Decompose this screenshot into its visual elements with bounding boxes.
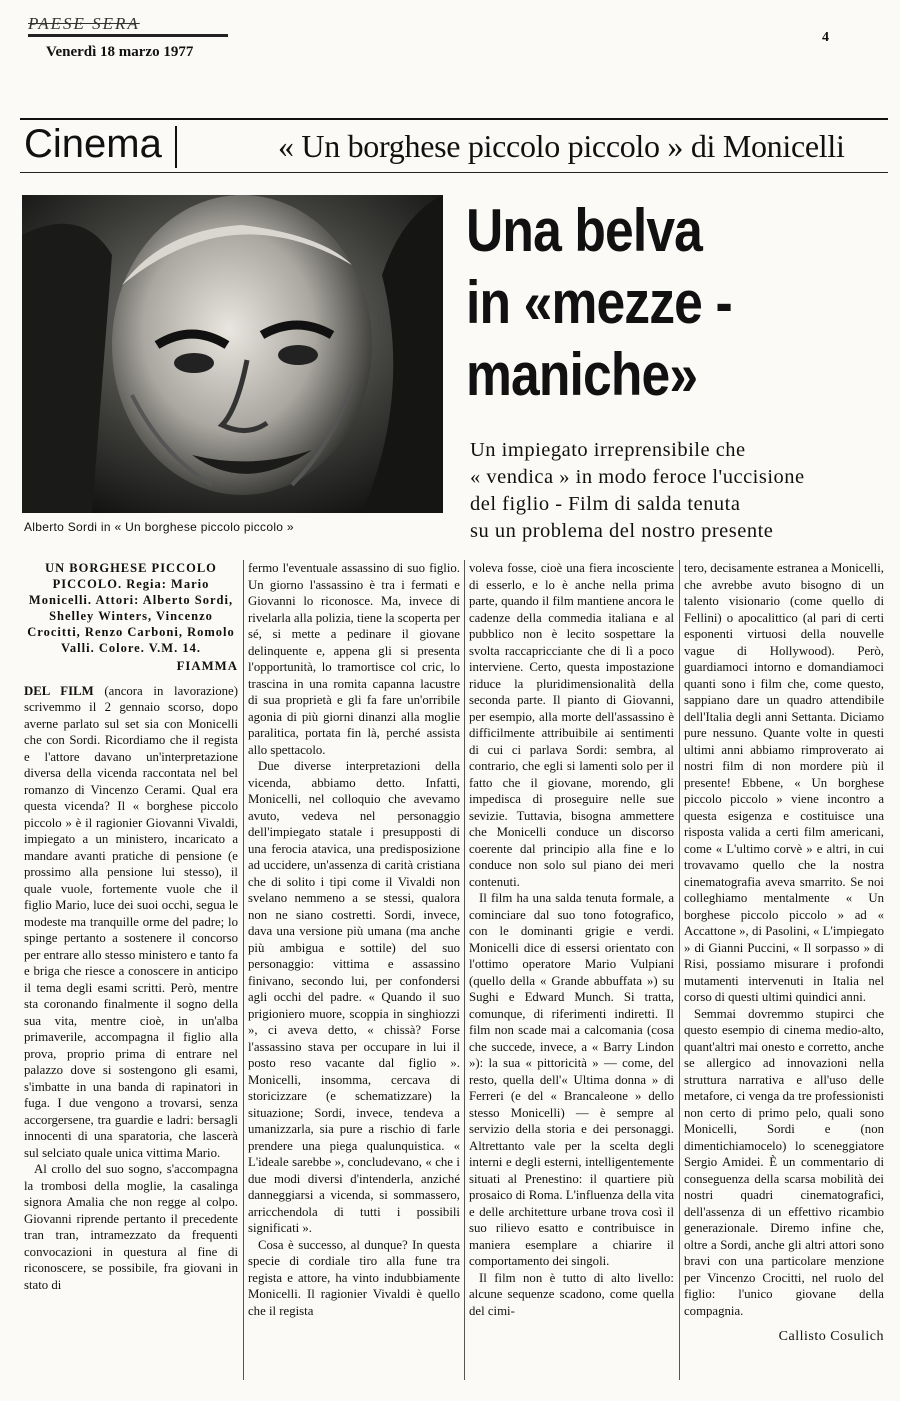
article-paragraph: fermo l'eventuale assassino di suo figlio. Un giorno l'assassino è tra i fermati e Giovanni lo riconosce. Ma, invece di rivelarla alla polizia, tiene la scoperta per sé, si mette a pedinare il giovane delinquente e, appena gli si presenta l'opportunità, lo tramortisce col cric, lo trascina in una romita capanna lacustre di sua proprietà e gli fa fare un'orribile agonia di più giorni dinanzi alla moglie paralitica, portata fin là, perché assista allo spettacolo. xyxy=(248,561,460,757)
photo-caption: Alberto Sordi in « Un borghese piccolo piccolo » xyxy=(24,520,294,534)
article-column-2 xyxy=(248,560,460,1319)
portrait-photo xyxy=(22,195,443,513)
subheadline-line-3: del figlio - Film di salda tenuta xyxy=(470,493,741,515)
reviewer-name: FIAMMA xyxy=(176,659,238,673)
newspaper-masthead: PAESE SERA xyxy=(28,14,140,33)
portrait-illustration xyxy=(22,195,443,513)
headline-line-2: in «mezze - xyxy=(466,269,732,336)
article-paragraph: Semmai dovremmo stupirci che questo esempio di cinema medio-alto, quant'altri mai onesto e corretto, anche se allergico ad innovazioni nella struttura narrativa e all'uso delle metafore, ci venga da tre professionisti non certo di primo pelo, quali sono Monicelli, Sordi e (non dimentichiamocelo) lo sceneggiatore Sergio Amidei. È un commentario di conseguenza della scarsa mobilità dei nostri quadri cinematografici, dell'assenza di un effettivo ricambio generazionale. Diremo infine che, oltre a Sordi, anche gli altri attori sono bravi con una particolare menzione per Vincenzo Crocitti, nel ruolo del figlio: l'unico giovane della compagnia. xyxy=(684,1006,884,1318)
film-credits: UN BORGHESE PICCOLO PICCOLO. Regia: Mario Monicelli. Attori: Alberto Sordi, Shelley Winters, Vincenzo Crocitti, Renzo Carboni, Romolo Valli. Colore. V.M. 14. xyxy=(27,561,235,655)
lead-word: DEL FILM xyxy=(24,683,94,698)
subheadline-line-2: « vendica » in modo feroce l'uccisione xyxy=(470,466,805,488)
subheadline xyxy=(470,437,885,545)
article-column-3 xyxy=(469,560,674,1319)
author-signature: Callisto Cosulich xyxy=(778,1329,884,1344)
column-rule xyxy=(464,560,465,1380)
article-paragraph: Cosa è successo, al dunque? In questa specie di cordiale tiro alla fune tra regista e attore, ha vinto indubbiamente Monicelli. Il ragionier Vivaldi è quello che il regista xyxy=(248,1237,460,1318)
article-paragraph: Il film non è tutto di alto livello: alcune sequenze scadono, come quella del cimi- xyxy=(469,1270,674,1318)
page-mark: 4 xyxy=(822,30,829,45)
headline xyxy=(466,195,827,411)
publication-date: Venerdì 18 marzo 1977 xyxy=(46,44,194,60)
section-top-rule xyxy=(20,118,888,120)
section-title: Cinema xyxy=(24,122,162,166)
article-paragraph: Al crollo del suo sogno, s'accompagna la trombosi della moglie, la casalinga signora Amalia che non regge al colpo. Giovanni riprende pertanto il precedente tran tran, intramezzato da frequenti convocazioni in questura al fine di riconoscere, se possibile, fra giovani in stato di xyxy=(24,1162,238,1292)
article-column-1 xyxy=(24,560,238,1293)
section-bottom-rule xyxy=(20,172,888,173)
article-paragraph xyxy=(24,683,238,1162)
article-paragraph: tero, decisamente estranea a Monicelli, che avrebbe avuto bisogno di un talento visionario (come quello di Fellini) o apocalittico (al pari di certi esponenti virtuosi della nouvelle vague di Hollywood). Però, guardiamoci intorno e domandiamoci quanti sono i film che, come questo, sappiano dare un quadro attendibile dell'Italia degli anni Settanta. Diciamo pure nessuno. Quante volte in questi ultimi anni abbiamo rimproverato ai nostri film di non mordere più il presente! Ebbene, « Un borghese piccolo piccolo » viene incontro a questa esigenza e costituisce una risposta valida a certi film americani, come « L'ultimo corvè » e altri, in cui trovavamo quello che la nostra cinematografia aveva smarrito. Se noi colleghiamo mentalmente « Un borghese piccolo piccolo » ad « Accattone », di Pasolini, « L'impiegato » di Gianni Puccini, « Il sorpasso » di Risi, possiamo misurare i profondi mutamenti intervenuti in Italia nel corso di questi ultimi quindici anni. xyxy=(684,561,884,1004)
headline-line-1: Una belva xyxy=(466,197,703,264)
headline-line-3: maniche» xyxy=(466,341,698,408)
article-paragraph: Il film ha una salda tenuta formale, a cominciare dal suo tono fotografico, con le dominanti grigie e verdi. Monicelli dice di essersi orientato con l'ottimo operatore Mario Vulpiani (quello della « Grande abbuffata ») su Sughi e Edward Munch. Si tratta, comunque, di riferimenti indiretti. Il film non scade mai a calcomania (cosa che succede, invece, a « Barry Lindon »): la sua « pittoricità » — come, del resto, quella dell'« Ultima donna » di Ferreri (e del « Brancaleone » dello stesso Monicelli) — è sempre al servizio della storia e dei personaggi. Altrettanto vale per la scelta degli interni e degli esterni, intelligentemente situati al Prenestino: il quartiere più prosaico di Roma. L'influenza della vita e delle architetture urbane trova così il suo rilievo esatto e contribuisce in maniera esemplare a chiarire il comportamento dei singoli. xyxy=(469,891,674,1268)
article-column-4 xyxy=(684,560,884,1346)
article-paragraph: Due diverse interpretazioni della vicenda, abbiamo detto. Infatti, Monicelli, nel colloquio che avevamo avuto, vedeva nel personaggio dell'impiegato statale i presupposti di una ferocia atavica, una predisposizione ad uccidere, un'assenza di carità cristiana che di solito i tipi come il Vivaldi non svelano nemmeno a se stessi, qualora non ne siano costretti. Sordi, invece, dava una versione più umana (ma anche più ambigua e sottile) del suo personaggio: vittima e assassino finivano, secondo lui, per confondersi agli occhi del padre. « Quando il suo prigioniero muore, scoppia in singhiozzi », ci aveva detto, « chissà? Forse l'assassino stava per occupare in lui il posto reso vacante dal figlio ». Monicelli, insomma, cercava di storicizzare (e schematizzare) la situazione; Sordi, invece, tendeva a umanizzarla, sia pure a rischio di farle prendere una piega qualunquistica. « L'ideale sarebbe », concludevano, « che i due modi diversi d'intenderla, anziché danneggiarsi a vicenda, si sommassero, arricchendola di tutti i possibili significati ». xyxy=(248,759,460,1235)
subheadline-line-1: Un impiegato irreprensibile che xyxy=(470,439,746,461)
column-rule xyxy=(679,560,680,1380)
subheadline-line-4: su un problema del nostro presente xyxy=(470,520,774,542)
section-separator xyxy=(175,126,177,168)
article-paragraph: voleva fosse, cioè una fiera incosciente di esserlo, e lo è anche nella prima parte, quando il film mantiene ancora le cadenze della commedia italiana e al pubblico non è lecito sospettare la svolta raccapricciante che di lì a poco interviene. Certo, questa impostazione riduce la pluridimensionalità della seconda parte. Il pianto di Giovanni, per esempio, alla morte dell'assassino è difficilmente attribuibile ai sentimenti di cui ci parlava Sordi: sembra, al contrario, che egli si lamenti solo per il fatto che il giovane, morendo, gli impedisca di proseguire nelle sue sevizie. Tuttavia, bisogna ammettere che Monicelli conduce un discorso coerente dal principio alla fine e lo conduce non solo sul piano dei meri contenuti. xyxy=(469,561,674,889)
paragraph-text: (ancora in lavorazione) scrivemmo il 2 gennaio scorso, dopo averne parlato sul set sia con Monicelli che con Sordi. Ricordiamo che il regista e l'attore davano un'interpretazione diversa della vicenda raccontata nel bel romanzo di Vincenzo Cerami. Qual era questa vicenda? Il « borghese piccolo piccolo » è il ragionier Giovanni Vivaldi, impiegato a un ministero, incaricato a mandare avanti pratiche di pensione (e prossimo alla pensione lui stesso), il quale vuole, fortemente vuole che il figlio Mario, luce dei suoi occhi, segua le modeste ma tranquille orme del padre; lo spinge pertanto a sostenere il concorso per entrare allo stesso ministero e tanto fa e briga che riesce a conoscere in anticipo il tema degli esami scritti. Però, mentre sta coronando finalmente il sogno della sua vita, mentre cioè, in un'alba primaverile, accompagna il figlio alla prova, proprio prima di entrare nel palazzo dove si sostengono gli esami, s'imbatte in una banda di rapinatori in fuga. I due vengono a trovarsi, senza accorgersene, tra guardie e ladri: bersagli innocenti di una sparatoria, che lascerà sul selciato quale unica vittima Mario. xyxy=(24,683,239,1160)
column-rule xyxy=(243,560,244,1380)
film-subject-title: « Un borghese piccolo piccolo » di Monicelli xyxy=(278,128,845,164)
masthead-rule xyxy=(28,34,228,37)
